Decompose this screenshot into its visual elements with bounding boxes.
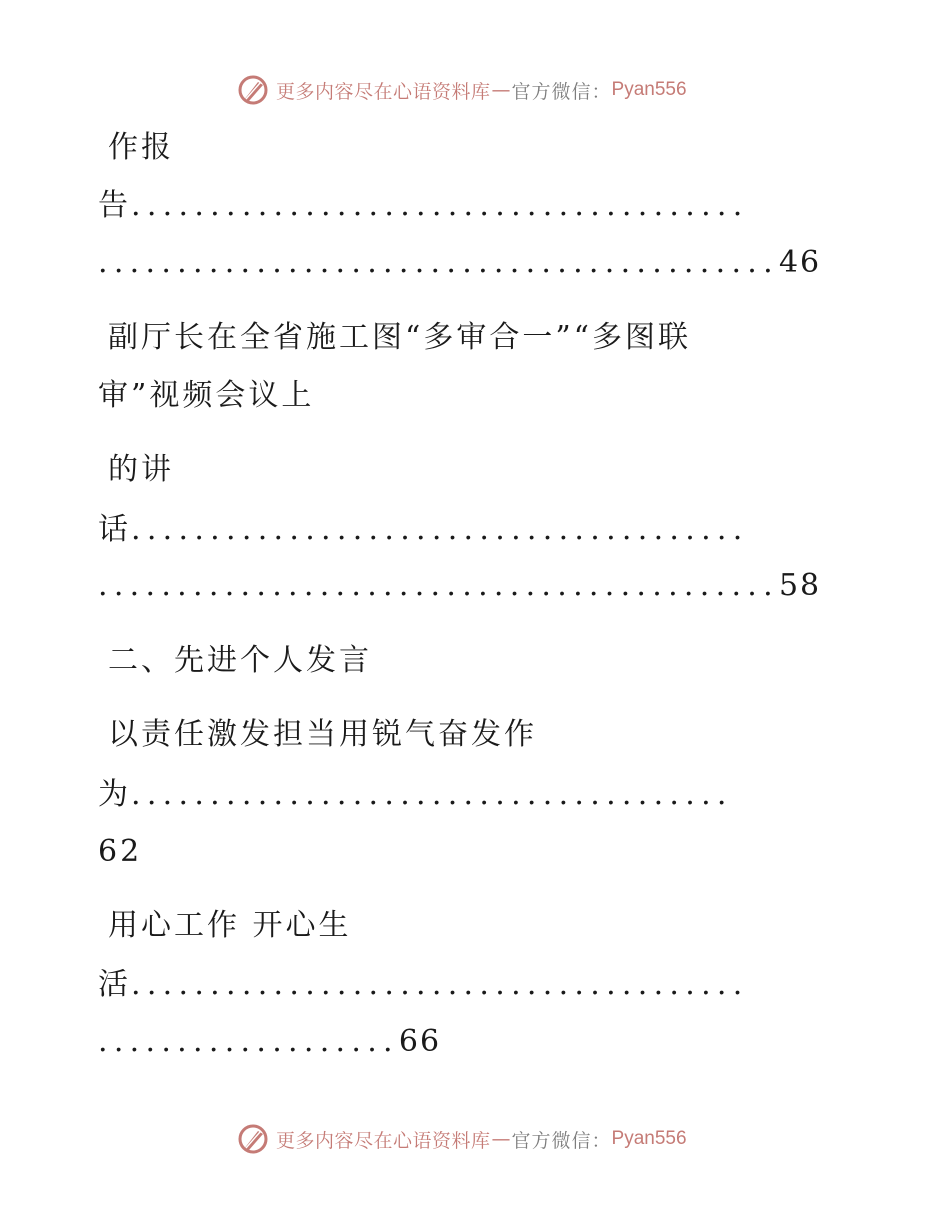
toc-entry2-leader-line <box>98 566 821 606</box>
toc-entry1-page-number: 46 <box>778 245 822 280</box>
footer-watermark <box>236 1121 687 1157</box>
watermark-wechat-id: Pyan556 <box>611 1128 687 1149</box>
toc-entry3-title-line1: 以责任激发担当用锐气奋发作 <box>108 717 537 752</box>
toc-entry2-leader-dots: ....................................... <box>131 512 749 547</box>
feather-pen-logo-icon <box>236 1122 270 1156</box>
toc-entry4-title-line2 <box>98 965 749 1005</box>
toc-entry2-title-line1: 副厅长在全省施工图“多审合一”“多图联 <box>108 320 692 355</box>
toc-entry2-title-end: 话 <box>98 512 131 547</box>
watermark-separator: — <box>491 1128 511 1150</box>
toc-entry1-leader-dots: ....................................... <box>131 188 749 223</box>
toc-entry1-leader-line <box>98 243 821 283</box>
watermark-separator: — <box>491 79 511 101</box>
watermark-main-text: 更多内容尽在心语资料库 <box>276 1129 491 1152</box>
toc-entry4-leader-line <box>98 1022 441 1062</box>
toc-entry1-leader-dots-2: ........................................... <box>98 245 779 280</box>
toc-entry1-title-end: 告 <box>98 188 131 223</box>
toc-entry1-title-line2 <box>98 186 749 226</box>
watermark-wechat-label: 官方微信： <box>511 1129 612 1152</box>
toc-entry3-leader-dots: ...................................... <box>131 777 733 812</box>
toc-entry2-title-line3: 的讲 <box>108 452 174 487</box>
toc-section-heading: 二、先进个人发言 <box>108 643 372 678</box>
toc-entry4-leader-dots-2: ................... <box>98 1024 399 1059</box>
toc-entry2-leader-dots-2: ........................................... <box>98 568 779 603</box>
toc-entry3-title-line2 <box>98 775 733 815</box>
toc-entry4-page-number: 66 <box>398 1024 442 1059</box>
toc-entry2-page-number: 58 <box>778 568 822 603</box>
watermark-wechat-label: 官方微信： <box>511 80 612 103</box>
header-watermark <box>236 72 687 108</box>
feather-pen-logo-icon <box>236 73 270 107</box>
toc-entry4-title-line1: 用心工作 开心生 <box>108 908 352 943</box>
toc-entry2-title-line2: 审”视频会议上 <box>98 378 315 413</box>
toc-entry3-title-end: 为 <box>98 777 131 812</box>
toc-entry4-title-end: 活 <box>98 967 131 1002</box>
watermark-main-text: 更多内容尽在心语资料库 <box>276 80 491 103</box>
toc-entry3-page-number: 62 <box>98 834 143 869</box>
toc-entry2-title-line4 <box>98 510 749 550</box>
watermark-wechat-id: Pyan556 <box>611 79 687 100</box>
toc-entry1-title-line1: 作报 <box>108 130 174 165</box>
toc-entry4-leader-dots: ....................................... <box>131 967 749 1002</box>
